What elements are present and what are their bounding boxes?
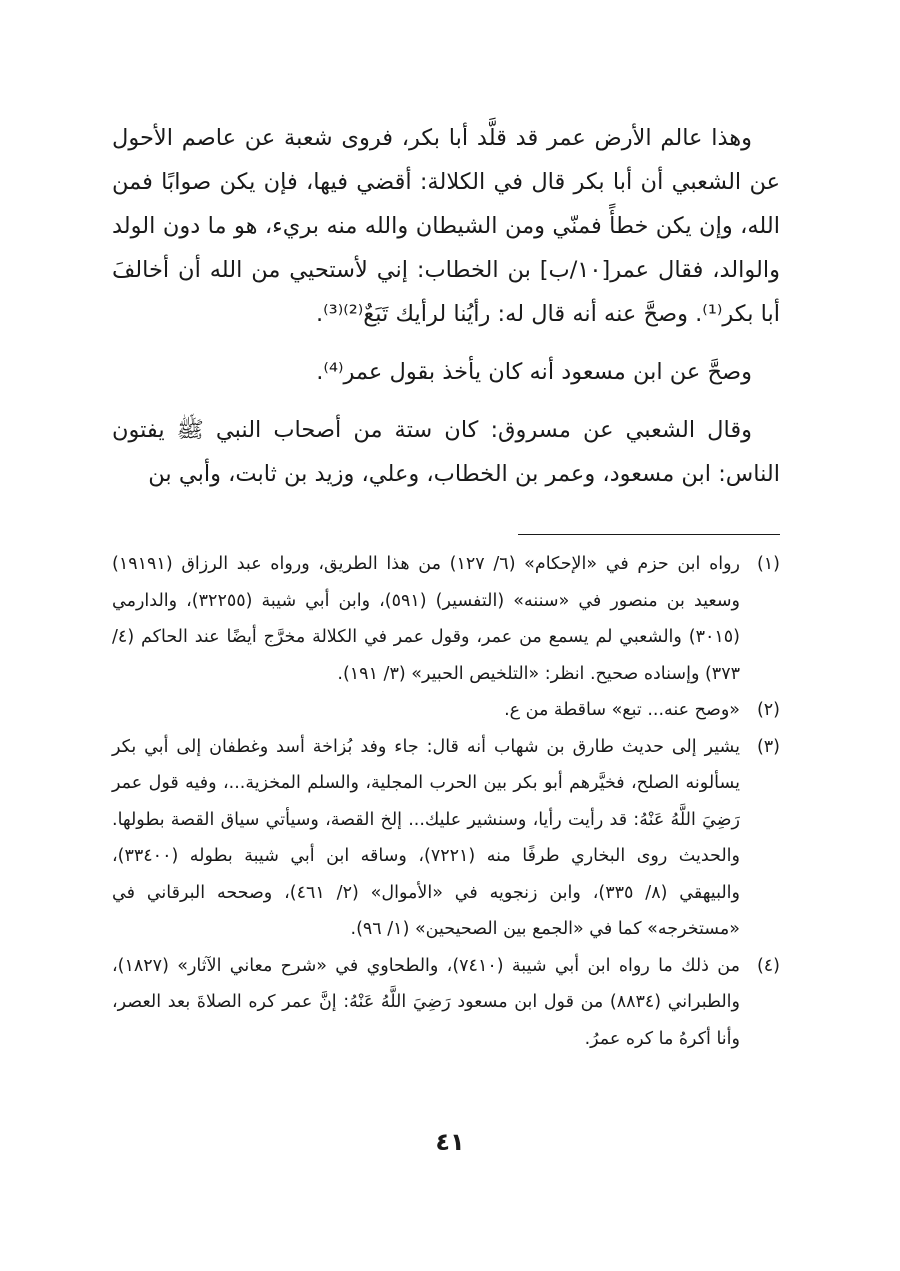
main-paragraph-3: وقال الشعبي عن مسروق: كان ستة من أصحاب النبي ﷺ يفتون الناس: ابن مسعود، وعمر بن الخطاب، وعلي، وزيد بن ثابت، وأبي بن xyxy=(112,417,780,487)
page-number: ٤١ xyxy=(435,1128,465,1156)
footnote-number: (٤) xyxy=(756,955,780,976)
footnote-text: يشير إلى حديث طارق بن شهاب أنه قال: جاء وفد بُزاخة أسد وغطفان إلى أبي بكر يسألونه الصلح، فخيَّرهم أبو بكر بين الحرب المجلية، والسلم المخزية...، وفيه قول عمر رَضِيَ اللَّهُ عَنْهُ: قد رأيت رأيا، وسنشير عليك... إلخ القصة، وسيأتي سياق القصة بطولها. والحديث روى البخاري طرفًا منه (٧٢٢١)، وساقه ابن أبي شيبة بطوله (٣٣٤٠٠)، والبيهقي (٨/ ٣٣٥)، وابن زنجويه في «الأموال» (٢/ ٤٦١)، وصححه البرقاني في «مستخرجه» كما في «الجمع بين الصحيحين» (١/ ٩٦). xyxy=(112,736,740,939)
footnote-text: «وصح عنه... تبع» ساقطة من ع. xyxy=(504,700,740,720)
footnote-3 xyxy=(112,729,780,948)
footnote-1 xyxy=(112,546,780,692)
footnote-divider xyxy=(518,534,780,535)
footnote-number: (٣) xyxy=(756,736,780,757)
footnote-number: (٢) xyxy=(756,700,780,720)
footnote-2 xyxy=(112,692,780,729)
main-text-body xyxy=(112,116,780,496)
footnote-number: (١) xyxy=(756,554,780,574)
footnote-4 xyxy=(112,948,780,1058)
footnotes-section xyxy=(112,546,780,1057)
main-paragraph-1: وهذا عالم الأرض عمر قد قلَّد أبا بكر، فروى شعبة عن عاصم الأحول عن الشعبي أن أبا بكر قال في الكلالة: أقضي فيها، فإن يكن صوابًا فمن الله، وإن يكن خطأً فمنّي ومن الشيطان والله منه بريء، هو ما دون الولد والوالد، فقال عمر[١٠/ب] بن الخطاب: إني لأستحيي من الله أن أخالفَ أبا بكر⁽¹⁾. وصحَّ عنه أنه قال له: رأيُنا لرأيك تَبَعٌ⁽²⁾⁽³⁾. xyxy=(112,125,780,327)
footnote-text: من ذلك ما رواه ابن أبي شيبة (٧٤١٠)، والطحاوي في «شرح معاني الآثار» (١٨٢٧)، والطبراني (٨٨٣٤) من قول ابن مسعود رَضِيَ اللَّهُ عَنْهُ: إنَّ عمر كره الصلاةَ بعد العصر، وأنا أكرهُ ما كره عمرُ. xyxy=(112,955,740,1049)
footnote-text: رواه ابن حزم في «الإحكام» (٦/ ١٢٧) من هذا الطريق، ورواه عبد الرزاق (١٩١٩١) وسعيد بن منصور في «سننه» (التفسير) (٥٩١)، وابن أبي شيبة (٣٢٢٥٥)، والدارمي (٣٠١٥) والشعبي لم يسمع من عمر، وقول عمر في الكلالة مخرَّج أيضًا عند الحاكم (٤/ ٣٧٣) وإسناده صحيح. انظر: «التلخيص الحبير» (٣/ ١٩١). xyxy=(112,554,741,684)
main-paragraph-2: وصحَّ عن ابن مسعود أنه كان يأخذ بقول عمر⁽⁴⁾. xyxy=(316,359,752,385)
